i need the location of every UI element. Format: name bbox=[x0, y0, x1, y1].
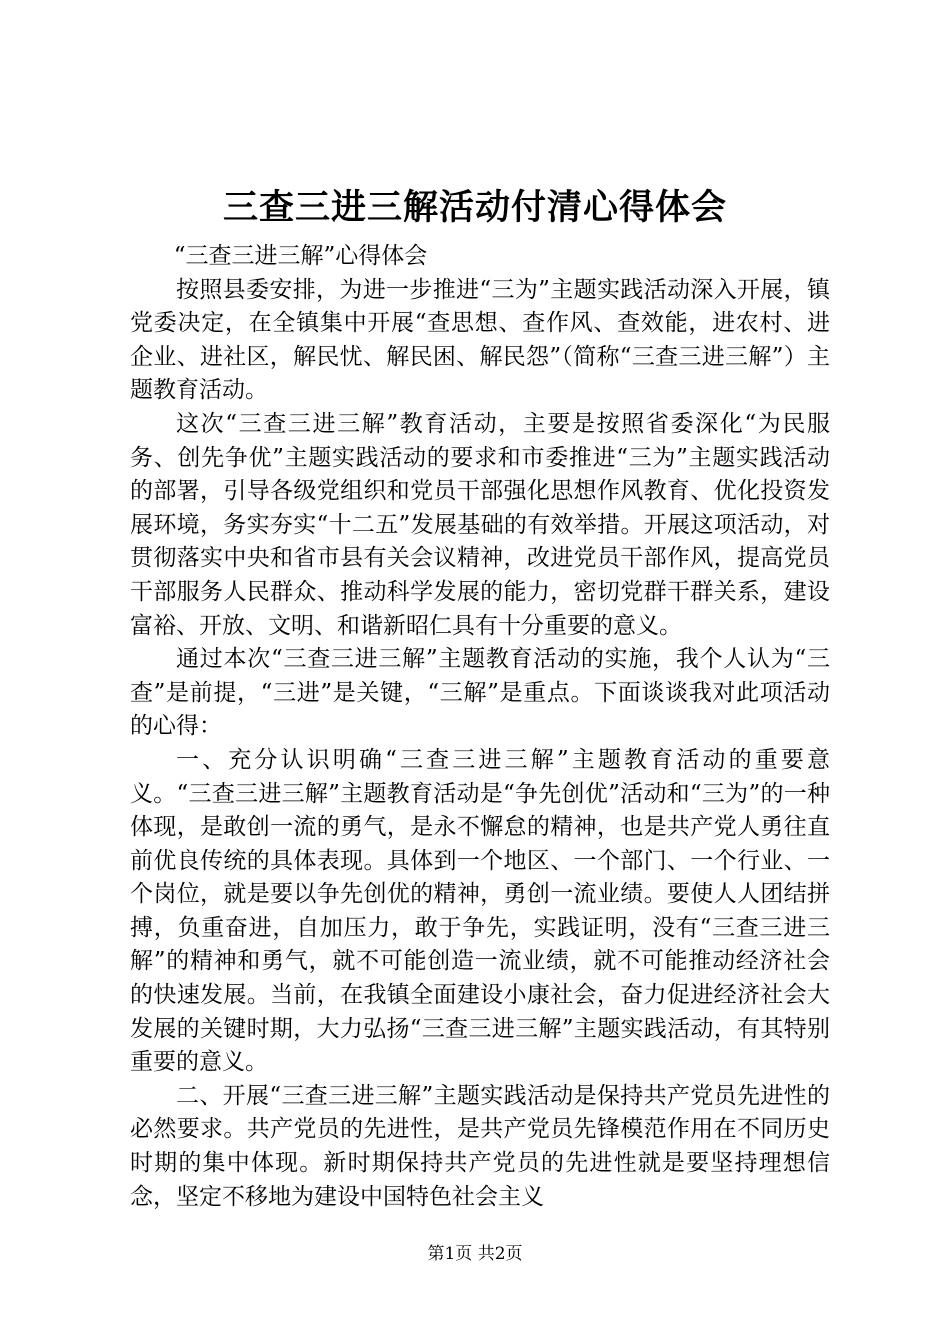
paragraph-point-two: 二、开展“三查三进三解”主题实践活动是保持共产党员先进性的必然要求。共产党员的先进性，是共产党员先锋模范作用在不同历史时期的集中体现。新时期保持共产党员的先进性就是要坚持理想信念，坚定不移地为建设中国特色社会主义 bbox=[130, 1082, 830, 1210]
page-number-footer: 第1页 共2页 bbox=[427, 1244, 523, 1264]
paragraph-opinion: 通过本次“三查三进三解”主题教育活动的实施，我个人认为“三查”是前提，“三进”是关键，“三解”是重点。下面谈谈我对此项活动的心得： bbox=[130, 646, 830, 740]
document-body bbox=[130, 240, 830, 1214]
paragraph-point-one: 一、充分认识明确“三查三进三解”主题教育活动的重要意义。“三查三进三解”主题教育活动是“争先创优”活动和“三为”的一种体现，是敢创一流的勇气，是永不懈怠的精神，也是共产党人勇往直前优良传统的具体表现。具体到一个地区、一个部门、一个行业、一个岗位，就是要以争先创优的精神，勇创一流业绩。要使人人团结拼搏，负重奋进，自加压力，敢于争先，实践证明，没有“三查三进三解”的精神和勇气，就不可能创造一流业绩，就不可能推动经济社会的快速发展。当前，在我镇全面建设小康社会，奋力促进经济社会大发展的关键时期，大力弘扬“三查三进三解”主题实践活动，有其特别重要的意义。 bbox=[130, 746, 830, 1076]
paragraph-intro: 按照县委安排，为进一步推进“三为”主题实践活动深入开展，镇党委决定，在全镇集中开展“查思想、查作风、查效能，进农村、进企业、进社区，解民忧、解民困、解民怨”（简称“三查三进三解”）主题教育活动。 bbox=[130, 276, 830, 404]
document-title: 三查三进三解活动付清心得体会 bbox=[222, 187, 727, 228]
document-subtitle: “三查三进三解”心得体会 bbox=[173, 243, 428, 269]
paragraph-purpose: 这次“三查三进三解”教育活动，主要是按照省委深化“为民服务、创先争优”主题实践活动的要求和市委推进“三为”主题实践活动的部署，引导各级党组织和党员干部强化思想作风教育、优化投资发展环境，务实夯实“十二五”发展基础的有效举措。开展这项活动，对贯彻落实中央和省市县有关会议精神，改进党员干部作风，提高党员干部服务人民群众、推动科学发展的能力，密切党群干群关系，建设富裕、开放、文明、和谐新昭仁具有十分重要的意义。 bbox=[130, 410, 830, 639]
